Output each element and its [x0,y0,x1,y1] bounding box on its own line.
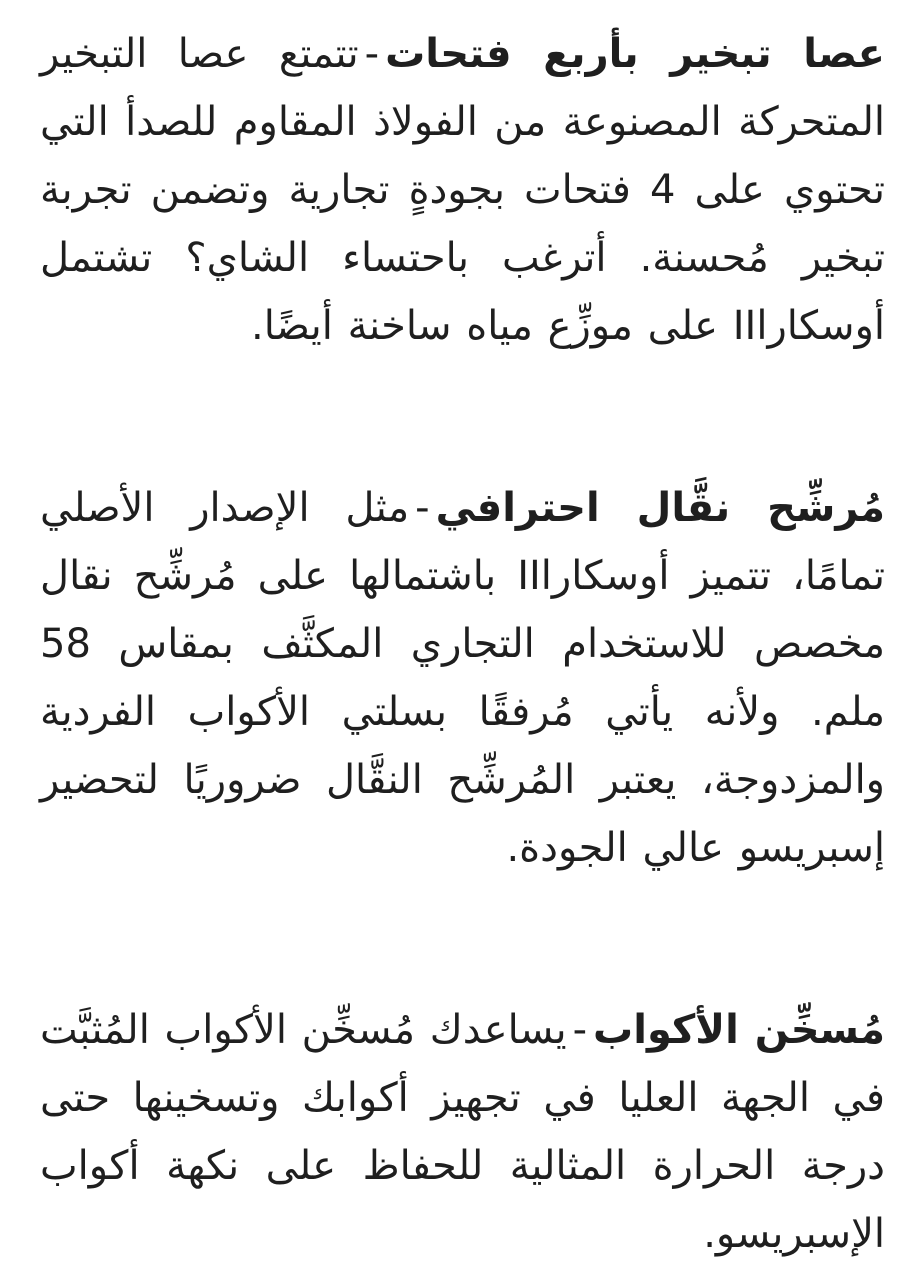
title-separator: - [364,31,380,77]
feature-title: عصا تبخير بأربع فتحات [385,31,885,77]
feature-steam-wand [40,20,885,360]
feature-title: مُسخِّن الأكواب [593,1007,885,1053]
feature-cup-warmer [40,996,885,1268]
feature-description: مثل الإصدار الأصلي تمامًا، تتميز أوسكاراII باشتمالها على مُرشِّح نقال مخصص للاستخدام التجاري المكثَّف بمقاس 58 ملم. ولأنه يأتي مُرفقًا بسلتي الأكواب الفردية والمزدوجة، يعتبر المُرشِّح النقَّال ضروريًا لتحضير إسبريسو عالي الجودة. [40,485,885,871]
feature-description: تتمتع عصا التبخير المتحركة المصنوعة من الفولاذ المقاوم للصدأ التي تحتوي على 4 فتحات بجودةٍ تجارية وتضمن تجربة تبخير مُحسنة. أترغب باحتساء الشاي؟ تشتمل أوسكاراII على موزِّع مياه ساخنة أيضًا. [40,31,885,349]
title-separator: - [572,1007,588,1053]
feature-description: يساعدك مُسخِّن الأكواب المُثبَّت في الجهة العليا في تجهيز أكوابك وتسخينها حتى درجة الحرارة المثالية للحفاظ على نكهة أكواب الإسبريسو. [39,1007,885,1257]
feature-title: مُرشِّح نقَّال احترافي [435,485,885,531]
feature-list [40,20,885,1268]
feature-portafilter [40,474,885,882]
title-separator: - [415,485,430,531]
